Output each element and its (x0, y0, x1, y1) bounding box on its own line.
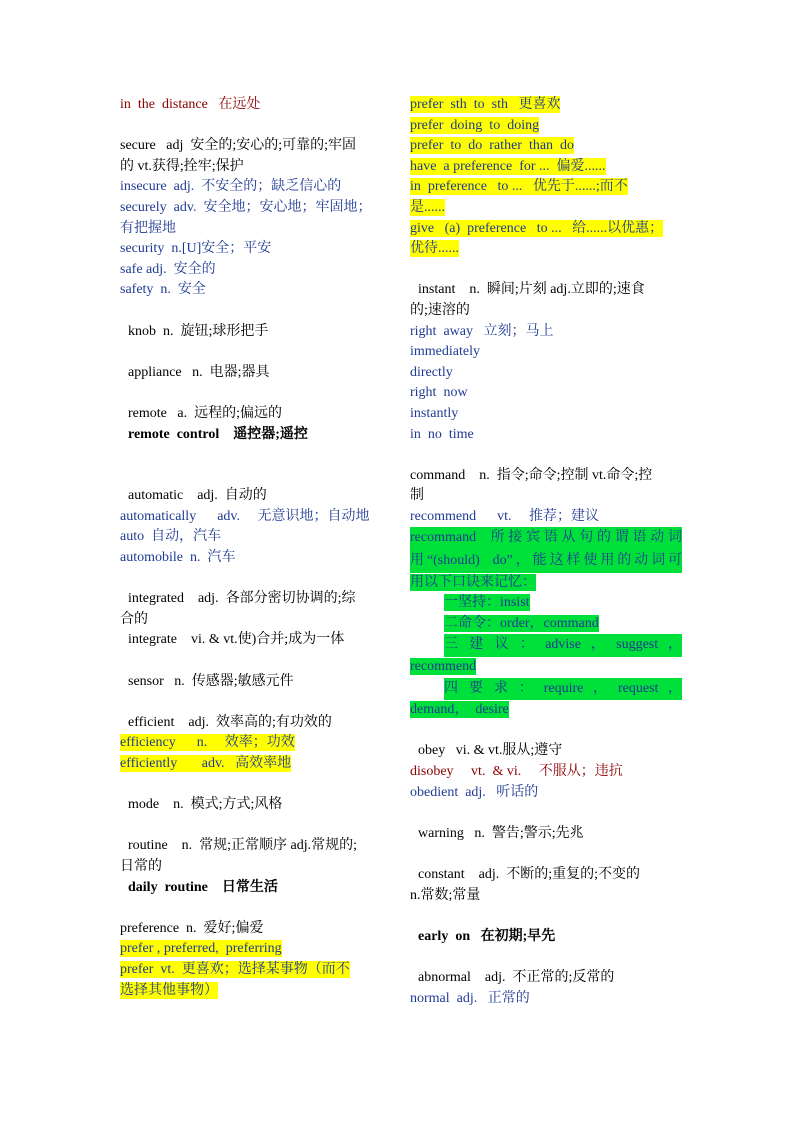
text-line (410, 593, 682, 614)
blank-line (120, 445, 392, 466)
line-text: security n.[U]安全；平安 (120, 241, 272, 257)
text-line (410, 363, 682, 384)
text-line (410, 136, 682, 157)
blank-line (410, 721, 682, 742)
text-line (410, 824, 682, 845)
text-line (120, 260, 392, 281)
text-line (120, 136, 392, 157)
line-text: recommend vt. 推荐；建议 (410, 508, 599, 524)
right-column (410, 95, 682, 1009)
text-line (120, 198, 392, 219)
blank-line (410, 844, 682, 865)
line-text: in no time (410, 426, 474, 442)
text-line (410, 527, 682, 550)
line-text: instantly (410, 405, 459, 421)
text-line (410, 657, 682, 678)
blank-line (120, 301, 392, 322)
text-line (120, 754, 392, 775)
blank-line (410, 445, 682, 466)
text-line (120, 548, 392, 569)
line-text: 是...... (410, 199, 445, 215)
text-line (120, 630, 392, 651)
line-text: in preference to ... 优先于......;而不 (410, 179, 628, 195)
text-line (120, 239, 392, 260)
text-line (410, 116, 682, 137)
blank-line (120, 342, 392, 363)
text-line (410, 762, 682, 783)
line-text: knob n. 旋钮;球形把手 (128, 323, 269, 339)
blank-line (120, 569, 392, 590)
text-line (120, 219, 392, 240)
text-line (410, 573, 682, 594)
line-text: integrated adj. 各部分密切协调的;综 (128, 591, 356, 607)
line-text: 四 要 求 ： require ， request ， (444, 678, 682, 701)
line-text: remote a. 远程的;偏远的 (128, 405, 282, 421)
line-text: efficiently adv. 高效率地 (120, 756, 292, 771)
line-text: disobey vt. & vi. 不服从；违抗 (410, 764, 623, 779)
line-text: prefer to do rather than do (410, 138, 575, 154)
blank-line (120, 692, 392, 713)
line-text: secure adj 安全的;安心的;可靠的;牢固 (120, 138, 357, 154)
line-text: daily routine 日常生活 (128, 879, 278, 895)
line-text: demand， desire (410, 702, 509, 718)
blank-line (410, 947, 682, 968)
text-line (120, 589, 392, 610)
line-text: 日常的 (120, 858, 162, 874)
line-text: 的 vt.获得;拴牢;保护 (120, 158, 244, 174)
line-text: in the distance 在远处 (120, 97, 261, 112)
text-line (410, 301, 682, 322)
line-text: 优待...... (410, 241, 459, 257)
line-text: automatic adj. 自动的 (128, 488, 267, 504)
line-text: auto 自动，汽车 (120, 529, 222, 545)
text-line (410, 404, 682, 425)
line-text: obey vi. & vt.服从;遵守 (418, 743, 563, 759)
text-line (120, 363, 392, 384)
line-text: securely adv. 安全地；安心地；牢固地； (120, 199, 372, 215)
line-text: 用“(should) do”，能这样使用的动词可 (410, 550, 682, 573)
text-line (120, 95, 392, 116)
line-text: appliance n. 电器;器具 (128, 364, 270, 380)
text-line (410, 741, 682, 762)
blank-line (120, 651, 392, 672)
blank-line (120, 775, 392, 796)
text-line (410, 383, 682, 404)
text-line (120, 322, 392, 343)
text-line (410, 989, 682, 1010)
line-text: prefer doing to doing (410, 117, 540, 133)
text-line (120, 836, 392, 857)
line-text: have a preference for ... 偏爱...... (410, 158, 606, 174)
text-line (410, 219, 682, 240)
text-line (120, 960, 392, 981)
text-line (120, 527, 392, 548)
text-line (410, 865, 682, 886)
line-text: abnormal adj. 不正常的;反常的 (418, 969, 615, 985)
line-text: prefer vt. 更喜欢；选择某事物（而不 (120, 961, 350, 977)
text-line (410, 783, 682, 804)
blank-line (120, 383, 392, 404)
line-text: directly (410, 364, 453, 380)
text-line (410, 198, 682, 219)
text-line (410, 507, 682, 528)
text-line (120, 939, 392, 960)
blank-line (120, 898, 392, 919)
line-text: 二命令：order，command (444, 615, 599, 631)
line-text: sensor n. 传感器;敏感元件 (128, 673, 294, 689)
line-text: insecure adj. 不安全的；缺乏信心的 (120, 179, 342, 195)
line-text: constant adj. 不断的;重复的;不变的 (418, 866, 641, 882)
line-text: 有把握地 (120, 220, 176, 236)
text-line (120, 157, 392, 178)
line-text: mode n. 模式;方式;风格 (128, 797, 283, 813)
line-text: efficient adj. 效率高的;有功效的 (128, 714, 332, 730)
blank-line (410, 803, 682, 824)
line-text: prefer , preferred, preferring (120, 941, 282, 957)
text-line (120, 425, 392, 446)
text-line (120, 981, 392, 1002)
text-line (120, 610, 392, 631)
line-text: 制 (410, 488, 424, 504)
line-text: 用以下口诀来记忆： (410, 574, 536, 590)
text-line (410, 322, 682, 343)
line-text: safety n. 安全 (120, 282, 206, 298)
line-text: 的;速溶的 (410, 302, 470, 318)
blank-line (410, 906, 682, 927)
line-text: warning n. 警告;警示;先兆 (418, 825, 584, 841)
line-text: automobile n. 汽车 (120, 550, 236, 566)
text-line (410, 280, 682, 301)
text-line (410, 700, 682, 721)
line-text: recommand 所接宾语从句的谓语动词 (410, 527, 682, 550)
text-line (120, 733, 392, 754)
line-text: obedient adj. 听话的 (410, 784, 539, 800)
text-line (410, 425, 682, 446)
text-line (410, 678, 682, 701)
line-text: right away 立刻；马上 (410, 323, 554, 339)
text-line (410, 177, 682, 198)
line-text: routine n. 常规;正常顺序 adj.常规的; (128, 838, 358, 854)
line-text: right now (410, 385, 468, 401)
blank-line (120, 816, 392, 837)
text-line (120, 713, 392, 734)
text-line (410, 968, 682, 989)
line-text: immediately (410, 344, 480, 360)
line-text: remote control 遥控器;遥控 (128, 426, 308, 442)
text-line (120, 486, 392, 507)
text-line (410, 614, 682, 635)
text-line (120, 507, 392, 528)
text-line (410, 634, 682, 657)
text-line (120, 795, 392, 816)
text-line (410, 466, 682, 487)
blank-line (120, 466, 392, 487)
line-text: n.常数;常量 (410, 887, 481, 903)
line-text: give (a) preference to ... 给......以优惠； (410, 220, 664, 236)
text-line (120, 404, 392, 425)
text-line (410, 239, 682, 260)
text-line (120, 280, 392, 301)
text-line (410, 157, 682, 178)
line-text: 一坚持：insist (444, 595, 530, 611)
line-text: recommend (410, 659, 477, 675)
text-line (410, 550, 682, 573)
line-text: prefer sth to sth 更喜欢 (410, 97, 561, 112)
text-line (410, 927, 682, 948)
text-line (410, 95, 682, 116)
line-text: 选择其他事物） (120, 982, 218, 998)
line-text: integrate vi. & vt.使)合并;成为一体 (128, 632, 345, 648)
line-text: efficiency n. 效率；功效 (120, 735, 295, 751)
line-text: 合的 (120, 611, 148, 627)
text-line (410, 342, 682, 363)
text-line (120, 878, 392, 899)
blank-line (410, 260, 682, 281)
line-text: safe adj. 安全的 (120, 261, 216, 277)
line-text: command n. 指令;命令;控制 vt.命令;控 (410, 467, 653, 483)
line-text: automatically adv. 无意识地；自动地 (120, 508, 370, 524)
text-line (410, 486, 682, 507)
text-line (120, 919, 392, 940)
line-text: instant n. 瞬间;片刻 adj.立即的;速食 (418, 282, 645, 298)
text-line (120, 672, 392, 693)
line-text: preference n. 爱好;偏爱 (120, 920, 264, 936)
text-line (410, 886, 682, 907)
text-line (120, 177, 392, 198)
left-column (120, 95, 392, 1001)
text-line (120, 857, 392, 878)
line-text: early on 在初期;早先 (418, 928, 556, 944)
line-text: 三 建 议 ： advise ， suggest ， (444, 634, 682, 657)
line-text: normal adj. 正常的 (410, 990, 530, 1006)
blank-line (120, 116, 392, 137)
